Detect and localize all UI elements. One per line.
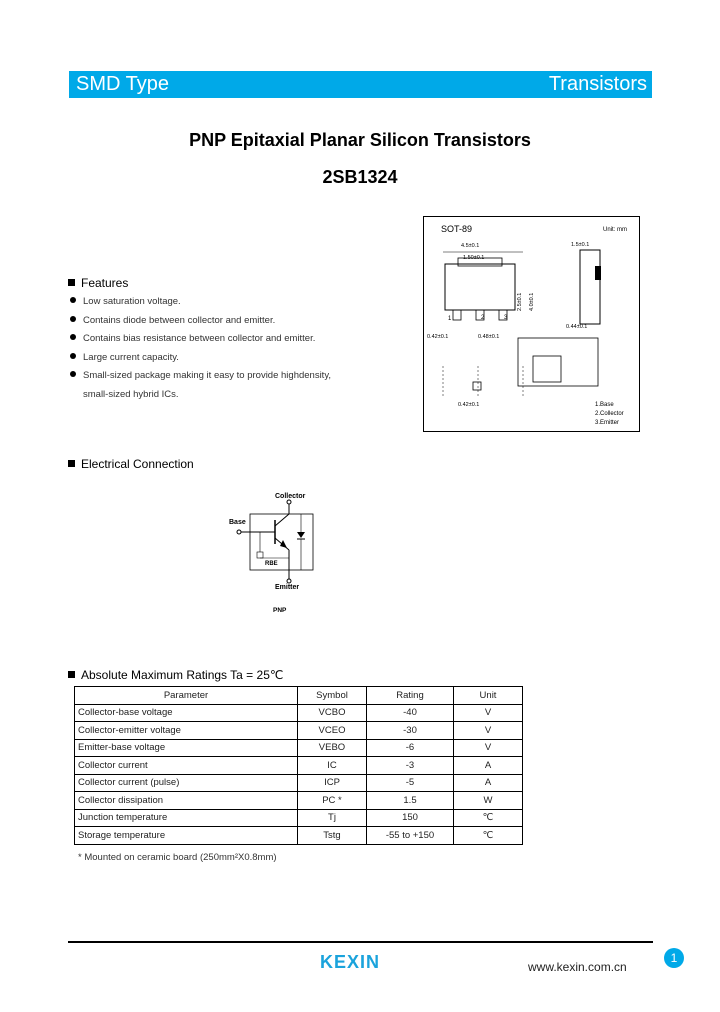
svg-text:0.44±0.1: 0.44±0.1 [566,324,588,330]
bullet-dot-icon [70,316,76,322]
features-heading: Features [68,276,128,290]
svg-text:0.48±0.1: 0.48±0.1 [478,334,500,340]
company-url[interactable]: www.kexin.com.cn [528,960,627,974]
ratings-heading: Absolute Maximum Ratings Ta = 25℃ [68,668,283,682]
table-row: Collector current IC -3 A [75,757,523,775]
column-header: Rating [367,687,454,705]
feature-item-continuation: small-sized hybrid ICs. [83,388,179,400]
svg-text:0.42±0.1: 0.42±0.1 [458,402,480,408]
table-header-row [75,687,523,705]
package-outline-drawing [423,216,640,432]
svg-text:2.5±0.1: 2.5±0.1 [517,292,523,311]
package-unit: Unit: mm [603,227,627,233]
table-row: Junction temperature Tj 150 ℃ [75,809,523,827]
svg-text:Emitter: Emitter [275,584,300,591]
table-footnote: * Mounted on ceramic board (250mm²X0.8mm) [78,852,277,863]
header-type: Transistors [548,73,647,95]
svg-text:3.Emitter: 3.Emitter [595,420,620,426]
feature-item: Large current capacity. [70,352,331,371]
table-row: Collector dissipation PC * 1.5 W [75,792,523,810]
svg-text:2: 2 [481,315,485,321]
svg-text:0.42±0.1: 0.42±0.1 [427,334,449,340]
feature-item: Contains diode between collector and emitter. [70,315,331,334]
svg-text:PNP: PNP [273,607,287,614]
ratings-table [74,686,523,845]
company-logo: KEXIN [320,952,381,972]
svg-text:4.0±0.1: 4.0±0.1 [529,292,535,311]
table-row: Collector-base voltage VCBO -40 V [75,704,523,722]
svg-text:RBE: RBE [265,561,278,567]
header-banner [69,71,652,98]
features-list [70,296,331,407]
svg-text:1.Base: 1.Base [595,402,614,408]
svg-text:4.5±0.1: 4.5±0.1 [461,243,480,249]
bullet-square-icon [68,671,75,678]
part-number: 2SB1324 [322,167,398,187]
bullet-dot-icon [70,353,76,359]
header-category: SMD Type [76,73,169,95]
bullet-dot-icon [70,334,76,340]
bullet-square-icon [68,460,75,467]
table-row: Collector-emitter voltage VCEO -30 V [75,722,523,740]
svg-text:1.5±0.1: 1.5±0.1 [571,242,590,248]
bullet-dot-icon [70,371,76,377]
feature-item: Small-sized package making it easy to provide highdensity, [70,370,331,389]
electrical-connection-heading: Electrical Connection [68,457,194,471]
svg-text:Collector: Collector [275,493,306,500]
column-header: Parameter [75,687,298,705]
document-title: PNP Epitaxial Planar Silicon Transistors [189,130,531,150]
package-name: SOT-89 [441,224,473,234]
svg-text:3: 3 [504,315,508,321]
table-row: Collector current (pulse) ICP -5 A [75,774,523,792]
page-number-badge: 1 [664,948,684,968]
svg-text:1: 1 [448,316,452,322]
bullet-square-icon [68,279,75,286]
column-header: Unit [454,687,523,705]
svg-text:Base: Base [229,519,246,526]
bullet-dot-icon [70,297,76,303]
table-row: Emitter-base voltage VEBO -6 V [75,739,523,757]
feature-item: Low saturation voltage. [70,296,331,315]
circuit-diagram [225,488,325,618]
svg-text:2.Collector: 2.Collector [595,411,624,417]
footer-divider [68,941,653,943]
table-row: Storage temperature Tstg -55 to +150 ℃ [75,827,523,845]
column-header: Symbol [298,687,367,705]
svg-text:1.50±0.1: 1.50±0.1 [463,255,485,261]
feature-item: Contains bias resistance between collector and emitter. [70,333,331,352]
